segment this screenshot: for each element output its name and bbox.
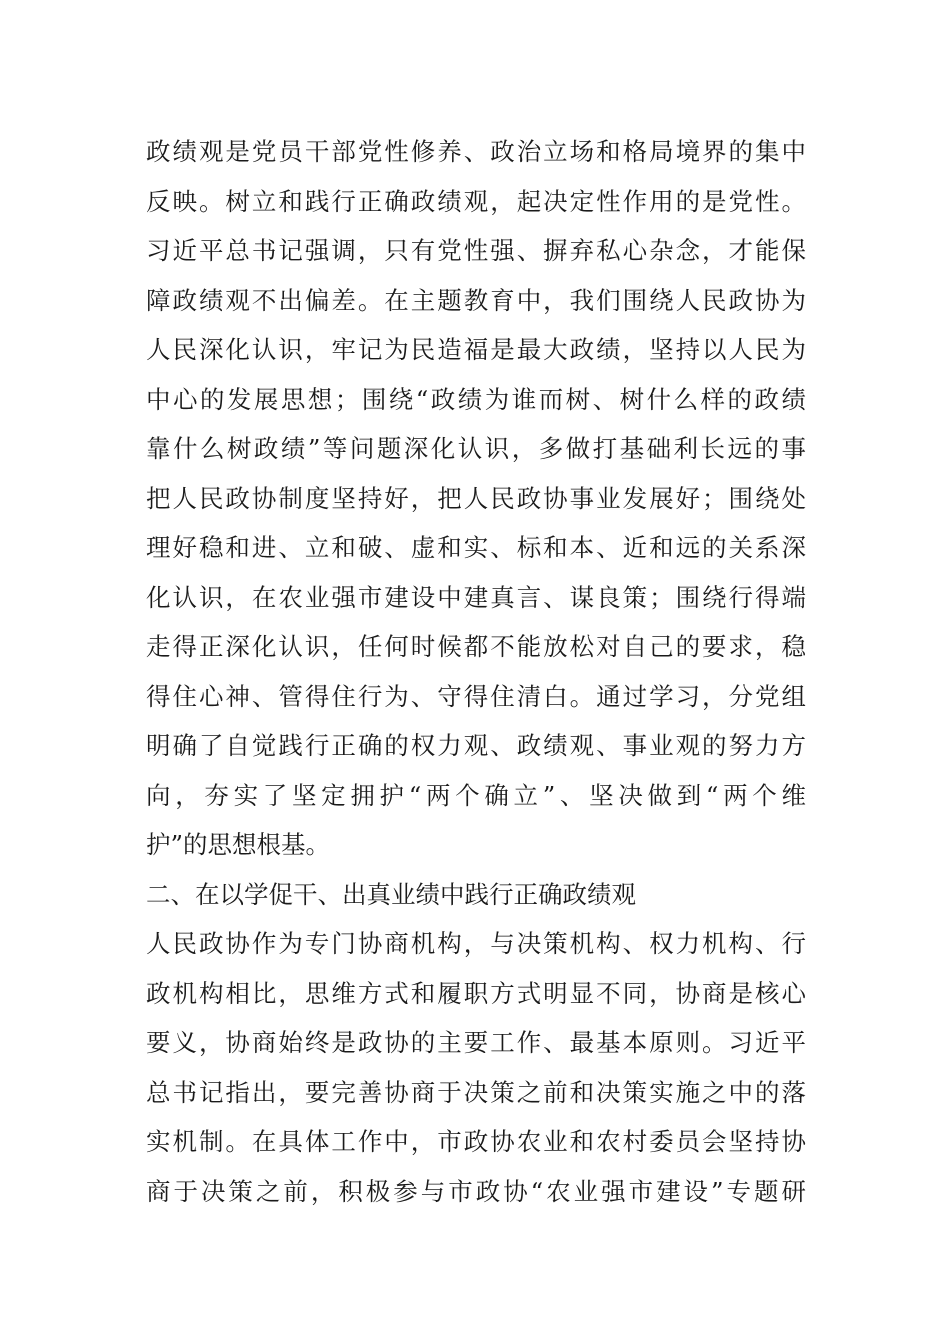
text-line: 人民深化认识，牢记为民造福是最大政绩，坚持以人民为 <box>146 335 806 364</box>
text-line: 总书记指出，要完善协商于决策之前和决策实施之中的落 <box>146 1077 806 1107</box>
text-line: 靠什么树政绩”等问题深化认识，多做打基础利长远的事 <box>146 434 806 463</box>
text-line: 要义，协商始终是政协的主要工作、最基本原则。习近平 <box>146 1028 806 1057</box>
body-text <box>146 127 806 1216</box>
text-line: 走得正深化认识，任何时候都不能放松对自己的要求，稳 <box>146 632 806 661</box>
text-line: 习近平总书记强调，只有党性强、摒弃私心杂念，才能保 <box>146 236 806 265</box>
text-line: 中心的发展思想；围绕“政绩为谁而树、树什么样的政绩 <box>146 384 806 414</box>
paragraph-end-line: 护”的思想根基。 <box>146 830 331 859</box>
text-line: 向，夯实了坚定拥护“两个确立”、坚决做到“两个维 <box>146 780 806 810</box>
text-line: 把人民政协制度坚持好，把人民政协事业发展好；围绕处 <box>146 483 806 513</box>
text-line: 理好稳和进、立和破、虚和实、标和本、近和远的关系深 <box>146 533 806 562</box>
text-line: 明确了自觉践行正确的权力观、政绩观、事业观的努力方 <box>146 731 806 760</box>
section-heading: 二、在以学促干、出真业绩中践行正确政绩观 <box>146 879 636 909</box>
text-line: 实机制。在具体工作中，市政协农业和农村委员会坚持协 <box>146 1127 806 1156</box>
text-line: 政绩观是党员干部党性修养、政治立场和格局境界的集中 <box>146 137 806 166</box>
text-line: 人民政协作为专门协商机构，与决策机构、权力机构、行 <box>146 929 806 958</box>
text-line: 政机构相比，思维方式和履职方式明显不同，协商是核心 <box>146 978 806 1008</box>
text-line: 得住心神、管得住行为、守得住清白。通过学习，分党组 <box>146 681 806 711</box>
text-line: 化认识，在农业强市建设中建真言、谋良策；围绕行得端 <box>146 582 806 612</box>
text-line: 障政绩观不出偏差。在主题教育中，我们围绕人民政协为 <box>146 285 806 315</box>
text-line: 反映。树立和践行正确政绩观，起决定性作用的是党性。 <box>146 186 806 216</box>
text-line: 商于决策之前，积极参与市政协“农业强市建设”专题研 <box>146 1176 806 1206</box>
